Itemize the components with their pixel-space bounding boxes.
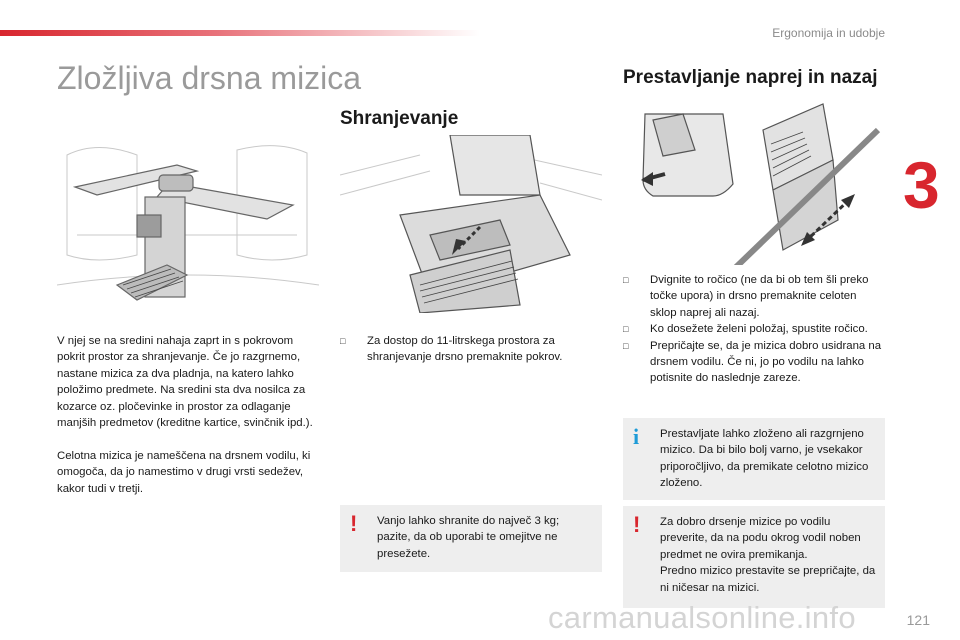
slide-info-box xyxy=(623,418,885,500)
storage-warning-text: Vanjo lahko shranite do največ 3 kg; pazite, da ob uporabi te omejitve ne presežete. xyxy=(377,515,560,560)
info-icon: i xyxy=(633,424,640,449)
storage-heading: Shranjevanje xyxy=(340,108,459,129)
illustration-slide-rail xyxy=(623,100,885,265)
slide-steps xyxy=(623,272,885,387)
square-bullet-icon: □ xyxy=(340,336,346,346)
storage-warning-box xyxy=(340,505,602,572)
page-title: Zložljiva drsna mizica xyxy=(57,60,362,96)
list-item: □ Za dostop do 11-litrskega prostora za shranjevanje drsno premaknite pokrov. xyxy=(340,335,563,364)
intro-paragraph: V njej se na sredini nahaja zaprt in s pokrovom pokrit prostor za shranjevanje. Če jo razgrnemo, nastane mizica za dva pladnja, na katero lahko položimo predmete. Na sredini sta dva nosilca za kozarce oz. pločevinke in prostor za odlaganje manjših predmetov (kreditne kartice, svinčnik ipd.). xyxy=(57,335,313,430)
square-bullet-icon: □ xyxy=(623,324,629,335)
page-number: 121 xyxy=(906,612,930,628)
slide-warning-box xyxy=(623,506,885,608)
chapter-number: 3 xyxy=(903,148,940,222)
storage-steps xyxy=(340,333,602,366)
square-bullet-icon: □ xyxy=(623,340,629,351)
header-accent-bar xyxy=(0,30,480,36)
list-item: □ Prepričajte se, da je mizica dobro usidrana na drsnem vodilu. Če ni, jo po vodilu na lahko potisnite do naslednje zareze. xyxy=(623,339,882,385)
slide-warning-text: Za dobro drsenje mizice po vodilu preverite, da na podu okrog vodil noben predmet ne ovira premikanja. Predno mizico prestavite se prepričajte, da ni ničesar na mizici. xyxy=(660,516,876,594)
watermark: carmanualsonline.info xyxy=(548,600,856,635)
rail-paragraph: Celotna mizica je nameščena na drsnem vodilu, ki omogoča, da jo namestimo v drugi vrsti sedežev, kakor tudi v tretji. xyxy=(57,450,311,495)
slide-heading: Prestavljanje naprej in nazaj xyxy=(623,67,878,88)
list-item: □ Dvignite to ročico (ne da bi ob tem šli preko točke upora) in drsno premaknite celoten sklop naprej ali nazaj. xyxy=(623,274,869,319)
illustration-unfolded-table xyxy=(57,135,319,313)
slide-info-text: Prestavljate lahko zloženo ali razgrnjeno mizico. Da bi bilo bolj varno, je vsekakor priporočljivo, da premikate celotno mizico zloženo. xyxy=(660,428,869,490)
exclamation-icon: ! xyxy=(350,511,358,536)
exclamation-icon: ! xyxy=(633,512,641,537)
square-bullet-icon: □ xyxy=(623,275,629,285)
section-header: Ergonomija in udobje xyxy=(772,26,885,40)
list-item: □ Ko dosežete želeni položaj, spustite ročico. xyxy=(623,321,885,337)
illustration-storage-lid xyxy=(340,135,602,313)
